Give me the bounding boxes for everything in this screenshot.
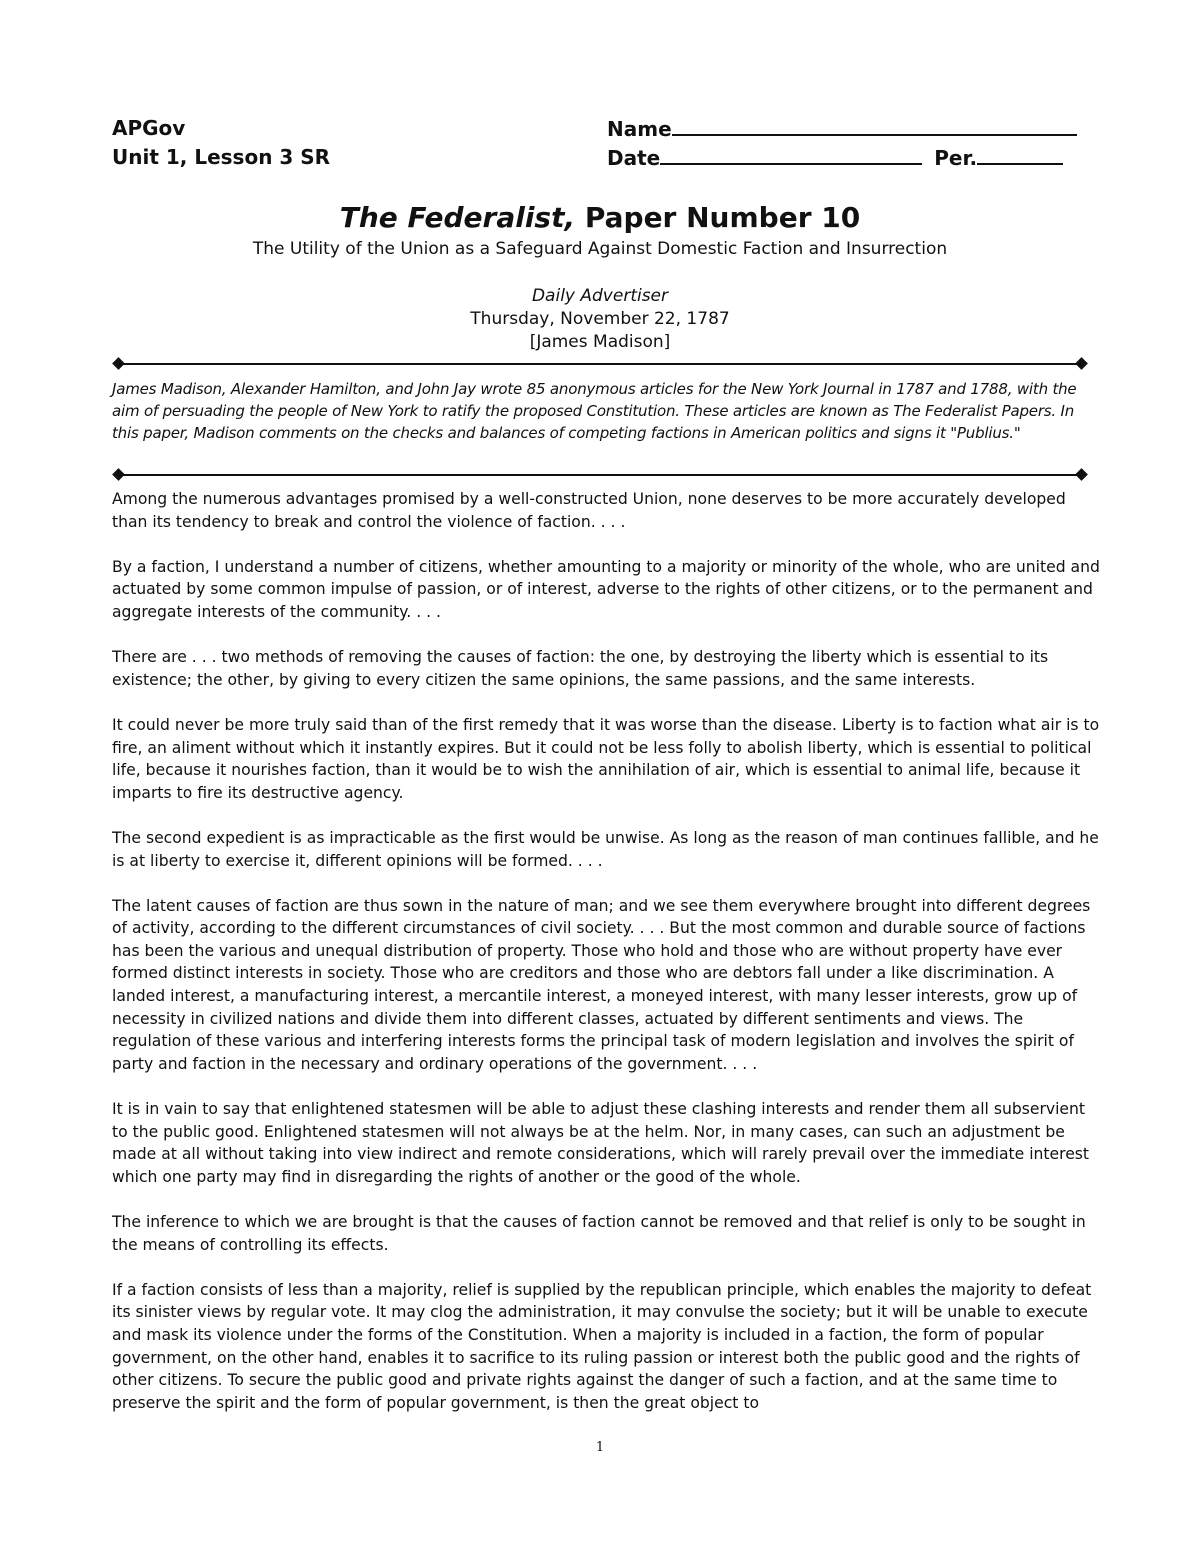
student-info-fields <box>607 114 1082 172</box>
date-label: Date <box>607 146 661 170</box>
body-paragraph: The inference to which we are brought is that the causes of faction cannot be removed and that relief is only to be sought in the means of controlling its effects. <box>112 1213 1086 1254</box>
page-number: 1 <box>595 1440 605 1455</box>
body-paragraph: Among the numerous advantages promised by a well-constructed Union, none deserves to be more accurately developed than its tendency to break and control the violence of faction. . . . <box>112 490 1066 531</box>
title-rest: Paper Number 10 <box>575 201 861 234</box>
body-paragraph: It could never be more truly said than of the first remedy that it was worse than the disease. Liberty is to faction what air is to fire, an aliment without which it instantly expires. But it could not be less folly to abolish liberty, which is essential to political life, because it nourishes faction, than it would be to wish the annihilation of air, which is essential to animal life, because it imparts to fire its destructive agency. <box>112 715 1100 802</box>
date-field-row <box>607 143 1082 172</box>
publication-author: [James Madison] <box>529 332 671 352</box>
diamond-icon <box>112 468 125 481</box>
publication-date: Thursday, November 22, 1787 <box>470 309 730 329</box>
document-subtitle: The Utility of the Union as a Safeguard Against Domestic Faction and Insurrection <box>252 239 948 259</box>
name-field-row <box>607 114 1082 143</box>
name-label: Name <box>607 117 672 141</box>
body-paragraph: It is in vain to say that enlightened statesmen will be able to adjust these clashing interests and render them all subservient to the public good. Enlightened statesmen will not always be at the helm. Nor, in many cases, can such an adjustment be made at all without taking into view indirect and remote considerations, which will rarely prevail over the immediate interest which one party may find in disregarding the rights of another or the good of the whole. <box>112 1100 1090 1186</box>
body-paragraph: There are . . . two methods of removing the causes of faction: the one, by destroying the liberty which is essential to its existence; the other, by giving to every citizen the same opinions, the same passions, and the same interests. <box>112 648 1049 689</box>
divider-line <box>119 474 1081 476</box>
unit-label: Unit 1, Lesson 3 SR <box>112 145 331 169</box>
diamond-icon <box>112 357 125 370</box>
title-italic: The Federalist, <box>339 201 576 234</box>
publication-info <box>0 285 1200 354</box>
body-paragraph: By a faction, I understand a number of citizens, whether amounting to a majority or minority of the whole, who are united and actuated by some common impulse of passion, or of interest, adverse to the rights of other citizens, or to the permanent and aggregate interests of the community. . . . <box>112 557 1100 621</box>
period-blank[interactable] <box>977 143 1063 165</box>
top-divider <box>113 358 1087 370</box>
divider-line <box>119 363 1081 365</box>
diamond-icon <box>1075 468 1088 481</box>
name-blank[interactable] <box>672 114 1077 136</box>
publication-paper: Daily Advertiser <box>531 286 669 306</box>
document-body <box>112 488 1102 1437</box>
bottom-divider <box>113 469 1087 481</box>
intro-note: James Madison, Alexander Hamilton, and John Jay wrote 85 anonymous articles for the New York Journal in 1787 and 1788, with the aim of persuading the people of New York to ratify the proposed Constitution. These articles are known as The Federalist Papers. In this paper, Madison comments on the checks and balances of competing factions in American politics and signs it "Publius." <box>112 380 1077 442</box>
date-blank[interactable] <box>660 143 922 165</box>
body-paragraph: The latent causes of faction are thus sown in the nature of man; and we see them everywhere brought into different degrees of activity, according to the different circumstances of civil society. . . . But the most common and durable source of factions has been the various and unequal distribution of property. Those who hold and those who are without property have ever formed distinct interests in society. Those who are creditors and those who are debtors fall under a like discrimination. A landed interest, a manufacturing interest, a mercantile interest, a moneyed interest, with many lesser interests, grow up of necessity in civilized nations and divide them into different classes, actuated by different sentiments and views. The regulation of these various and interfering interests forms the principal task of modern legislation and involves the spirit of party and faction in the necessary and ordinary operations of the government. . . . <box>112 896 1091 1073</box>
course-label: APGov <box>112 116 186 140</box>
diamond-icon <box>1075 357 1088 370</box>
course-header <box>112 114 330 172</box>
body-paragraph: The second expedient is as impracticable as the first would be unwise. As long as the reason of man continues fallible, and he is at liberty to exercise it, different opinions will be formed. . . . <box>112 828 1099 870</box>
period-label: Per. <box>934 146 978 170</box>
body-paragraph: If a faction consists of less than a majority, relief is supplied by the republican principle, which enables the majority to defeat its sinister views by regular vote. It may clog the administration, it may convulse the society; but it will be unable to execute and mask its violence under the forms of the Constitution. When a majority is included in a faction, the form of popular government, on the other hand, enables it to sacrifice to its ruling passion or interest both the public good and the rights of other citizens. To secure the public good and private rights against the danger of such a faction, and at the same time to preserve the spirit and the form of popular government, is then the great object to <box>112 1280 1092 1412</box>
document-title <box>0 199 1200 237</box>
